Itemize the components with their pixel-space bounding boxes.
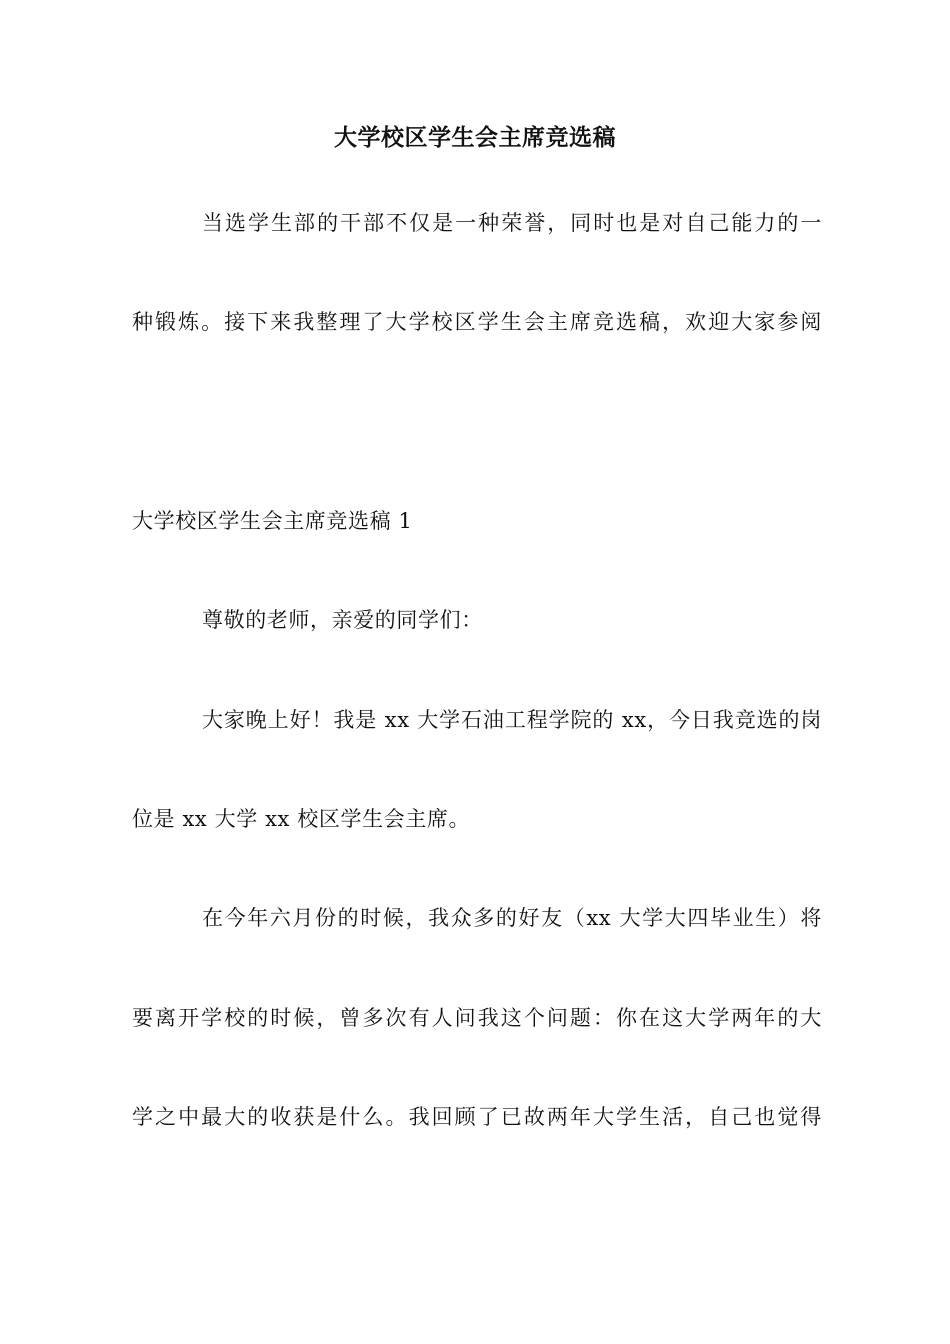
section-heading: 大学校区学生会主席竞选稿 1 (132, 509, 413, 533)
salutation-line: 尊敬的老师，亲爱的同学们： (202, 608, 483, 632)
paragraph-line: 当选学生部的干部不仅是一种荣誉，同时也是对自己能力的一 (202, 211, 822, 235)
paragraph-line: 要离开学校的时候，曾多次有人问我这个问题：你在这大学两年的大 (132, 1006, 822, 1030)
paragraph-line: 种锻炼。接下来我整理了大学校区学生会主席竞选稿，欢迎大家参阅 (132, 310, 822, 334)
paragraph-line: 位是 xx 大学 xx 校区学生会主席。 (132, 807, 471, 831)
paragraph-line: 大家晚上好！我是 xx 大学石油工程学院的 xx，今日我竞选的岗 (202, 708, 822, 732)
paragraph-line: 在今年六月份的时候，我众多的好友（xx 大学大四毕业生）将 (202, 906, 822, 930)
paragraph-line: 学之中最大的收获是什么。我回顾了已故两年大学生活，自己也觉得 (132, 1105, 822, 1129)
document-title: 大学校区学生会主席竞选稿 (334, 125, 616, 151)
